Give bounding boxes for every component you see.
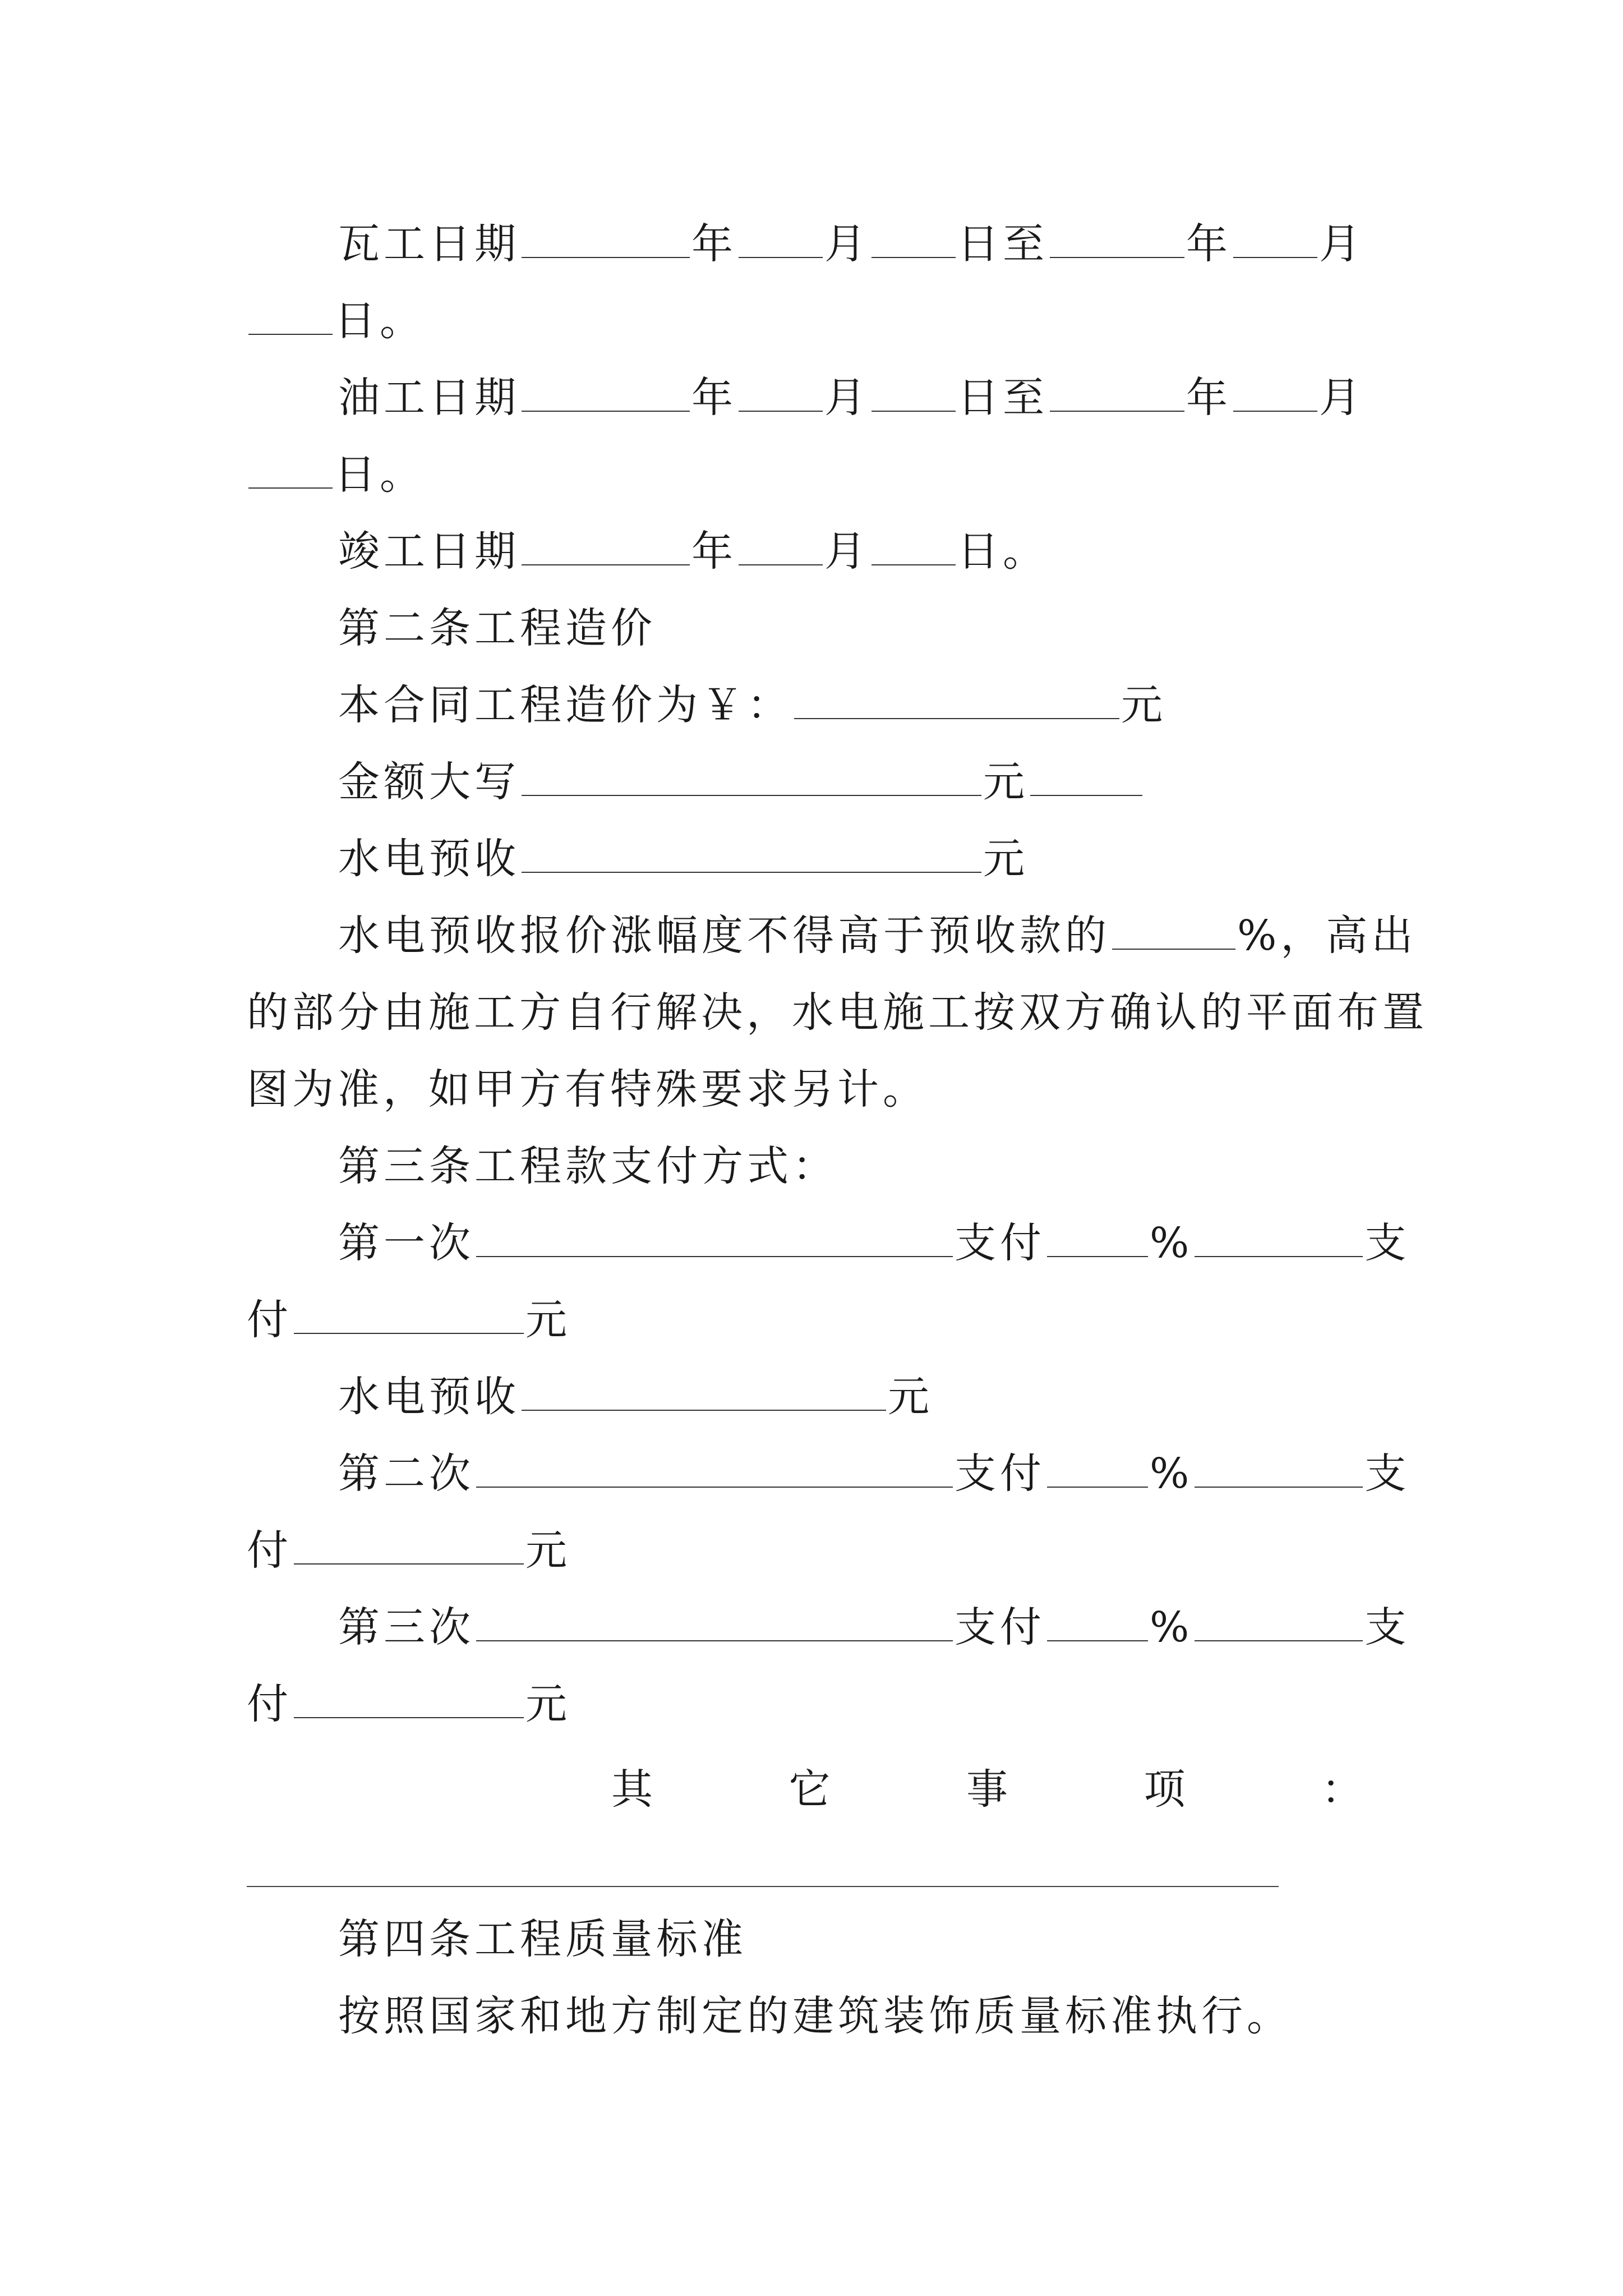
article-4-title: 第四条工程质量标准 [338, 1915, 747, 1963]
pay-label: 支付 [955, 1219, 1045, 1267]
utility-prepay-blank[interactable] [522, 1409, 886, 1411]
payment-3-stage-blank[interactable] [476, 1640, 953, 1641]
pay-label: 付 [247, 1526, 292, 1575]
currency-unit: 元 [983, 835, 1029, 883]
article-4-text-line [338, 1982, 1292, 2050]
day-label: 日。 [334, 297, 425, 345]
pay-label: 支付 [955, 1450, 1045, 1498]
other-matters-char: 其 [611, 1765, 653, 1814]
other-matters-heading [611, 1756, 1363, 1823]
blank-year-end[interactable] [1050, 410, 1184, 412]
blank-year[interactable] [522, 410, 690, 412]
utility-prepay-blank[interactable] [522, 871, 981, 873]
utility-para-text: 的部分由施工方自行解决，水电施工按双方确认的平面布置 [247, 988, 1428, 1037]
payment-1-percent-blank[interactable] [1047, 1255, 1148, 1257]
year-label: 年 [691, 527, 737, 576]
other-matters-char: ： [1321, 1765, 1363, 1814]
day-label: 日。 [334, 450, 425, 499]
blank-day[interactable] [872, 410, 956, 412]
increase-percent-blank[interactable] [1112, 948, 1235, 950]
blank-day-end[interactable] [248, 333, 333, 335]
blank-day[interactable] [872, 256, 956, 258]
payment-1-label: 第一次 [338, 1219, 474, 1267]
blank-day-end[interactable] [248, 487, 333, 489]
utility-para-line-1 [338, 902, 1417, 969]
contract-price-line [338, 671, 1166, 739]
utility-para-line-2 [247, 979, 1428, 1046]
currency-unit: 元 [888, 1373, 933, 1421]
payment-3-line [338, 1594, 1410, 1661]
percent-sign: % [1150, 1219, 1193, 1267]
amount-in-words-blank[interactable] [522, 794, 981, 796]
other-matters-char: 它 [789, 1765, 831, 1814]
blank-year-end[interactable] [1050, 256, 1184, 258]
masonry-date-line [338, 210, 1364, 278]
contract-price-label: 本合同工程造价为￥： [338, 681, 792, 729]
blank-year[interactable] [522, 256, 690, 258]
utility-para-line-3 [247, 1056, 928, 1123]
payment-2-label: 第二次 [338, 1450, 474, 1498]
payment-1-line [338, 1209, 1410, 1277]
day-label: 日。 [957, 527, 1048, 576]
payment-2-extra-blank[interactable] [1195, 1486, 1363, 1488]
masonry-date-label: 瓦工日期 [338, 220, 520, 268]
utility-prepay-line [338, 825, 1029, 892]
article-3-heading [338, 1133, 838, 1200]
article-2-heading [338, 595, 656, 662]
month-label: 月 [824, 527, 870, 576]
month-label: 月 [1319, 374, 1364, 422]
blank-month[interactable] [739, 564, 823, 565]
completion-date-line [338, 518, 1048, 585]
article-3-title: 第三条工程款支付方式： [338, 1142, 838, 1190]
utility-prepay-label: 水电预收 [338, 1373, 520, 1421]
payment-1-amount-blank[interactable] [294, 1332, 524, 1334]
payment-3-percent-blank[interactable] [1047, 1640, 1148, 1641]
payment-2-line [338, 1440, 1410, 1507]
utility-para-text: 水电预收报价涨幅度不得高于预收款的 [338, 912, 1110, 960]
payment-2-stage-blank[interactable] [476, 1486, 953, 1488]
pay-label: 付 [247, 1296, 292, 1344]
pay-label: 支付 [955, 1603, 1045, 1651]
percent-sign: % [1150, 1450, 1193, 1498]
contract-price-blank[interactable] [794, 717, 1119, 719]
payment-2-amount-blank[interactable] [294, 1563, 524, 1565]
painting-date-label: 油工日期 [338, 374, 520, 422]
utility-para-text: %，高出 [1237, 912, 1417, 960]
blank-month-end[interactable] [1233, 410, 1317, 412]
month-label: 月 [824, 220, 870, 268]
payment-3-label: 第三次 [338, 1603, 474, 1651]
amount-in-words-label: 金额大写 [338, 758, 520, 806]
other-matters-char: 事 [966, 1765, 1008, 1814]
amount-extra-blank[interactable] [1030, 794, 1142, 796]
blank-year[interactable] [522, 564, 690, 565]
blank-month-end[interactable] [1233, 256, 1317, 258]
currency-unit: 元 [1121, 681, 1166, 729]
pay-label: 支 [1364, 1603, 1410, 1651]
currency-unit: 元 [525, 1526, 571, 1575]
utility-prepay-line-2 [338, 1363, 933, 1430]
payment-3-extra-blank[interactable] [1195, 1640, 1363, 1641]
day-to-label: 日至 [957, 374, 1048, 422]
payment-2-line-cont [247, 1517, 571, 1584]
blank-month[interactable] [739, 410, 823, 412]
painting-date-line-cont [247, 441, 425, 508]
article-4-heading [338, 1906, 747, 1973]
utility-para-text: 图为准，如甲方有特殊要求另计。 [247, 1065, 928, 1114]
article-4-text: 按照国家和地方制定的建筑装饰质量标准执行。 [338, 1992, 1292, 2040]
year-label: 年 [691, 374, 737, 422]
payment-3-line-cont [247, 1671, 571, 1738]
currency-unit: 元 [525, 1680, 571, 1728]
payment-1-stage-blank[interactable] [476, 1255, 953, 1257]
blank-day[interactable] [872, 564, 956, 565]
pay-label: 支 [1364, 1219, 1410, 1267]
other-matters-blank-line[interactable] [247, 1886, 1279, 1887]
pay-label: 付 [247, 1680, 292, 1728]
pay-label: 支 [1364, 1450, 1410, 1498]
currency-unit: 元 [983, 758, 1029, 806]
other-matters-char: 项 [1144, 1765, 1186, 1814]
completion-date-label: 竣工日期 [338, 527, 520, 576]
year-label: 年 [1186, 220, 1232, 268]
payment-1-extra-blank[interactable] [1195, 1255, 1363, 1257]
amount-in-words-line [338, 748, 1144, 816]
percent-sign: % [1150, 1603, 1193, 1651]
masonry-date-line-cont [247, 287, 425, 355]
month-label: 月 [1319, 220, 1364, 268]
currency-unit: 元 [525, 1296, 571, 1344]
month-label: 月 [824, 374, 870, 422]
year-label: 年 [691, 220, 737, 268]
payment-3-amount-blank[interactable] [294, 1717, 524, 1718]
day-to-label: 日至 [957, 220, 1048, 268]
utility-prepay-label: 水电预收 [338, 835, 520, 883]
payment-1-line-cont [247, 1286, 571, 1354]
blank-month[interactable] [739, 256, 823, 258]
payment-2-percent-blank[interactable] [1047, 1486, 1148, 1488]
painting-date-line [338, 364, 1364, 431]
article-2-title: 第二条工程造价 [338, 604, 656, 652]
year-label: 年 [1186, 374, 1232, 422]
